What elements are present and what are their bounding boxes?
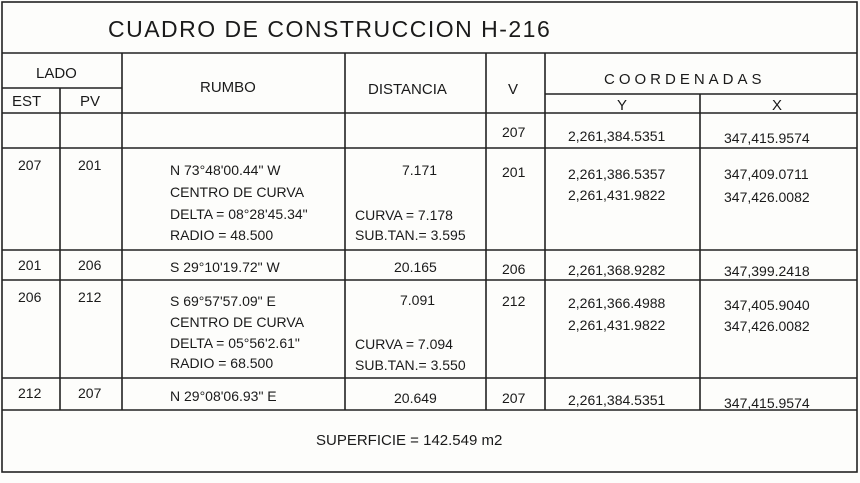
- header-lado: LADO: [36, 65, 77, 82]
- row3-rumbo-0: S 69°57'57.09" E: [170, 293, 276, 309]
- row3-rumbo-2: DELTA = 05°56'2.61": [170, 335, 300, 351]
- row4-est: 212: [18, 385, 42, 401]
- row1-distancia-1: CURVA = 7.178: [355, 207, 453, 223]
- row1-est: 207: [18, 157, 42, 173]
- row3-y-0: 2,261,366.4988: [568, 295, 666, 311]
- row1-distancia-0: 7.171: [402, 162, 438, 178]
- row4-pv: 207: [78, 385, 102, 401]
- row1-rumbo-1: CENTRO DE CURVA: [170, 184, 305, 200]
- row1-distancia-2: SUB.TAN.= 3.595: [355, 227, 466, 243]
- header-v: V: [508, 81, 519, 98]
- header-rumbo: RUMBO: [200, 79, 256, 96]
- row2-y: 2,261,368.9282: [568, 262, 666, 278]
- row4-rumbo: N 29°08'06.93" E: [170, 388, 277, 404]
- row3-distancia-2: SUB.TAN.= 3.550: [355, 357, 466, 373]
- row2-x: 347,399.2418: [724, 263, 810, 279]
- row1-x-0: 347,409.0711: [724, 166, 809, 182]
- header-coordenadas: COORDENADAS: [604, 71, 766, 88]
- row3-distancia-1: CURVA = 7.094: [355, 336, 453, 352]
- row4-distancia: 20.649: [394, 390, 437, 406]
- row1-v: 201: [502, 164, 526, 180]
- row1-y-1: 2,261,431.9822: [568, 187, 666, 203]
- table-title: CUADRO DE CONSTRUCCION H-216: [108, 16, 552, 42]
- row3-pv: 212: [78, 289, 102, 305]
- row2-est: 201: [18, 257, 42, 273]
- row3-distancia-0: 7.091: [400, 292, 436, 308]
- row0-x: 347,415.9574: [724, 130, 810, 146]
- row0-v: 207: [502, 124, 526, 140]
- row0-y: 2,261,384.5351: [568, 128, 666, 144]
- row2-pv: 206: [78, 257, 102, 273]
- row3-est: 206: [18, 289, 42, 305]
- row2-rumbo: S 29°10'19.72" W: [170, 259, 280, 275]
- row4-x: 347,415.9574: [724, 395, 810, 411]
- header-y: Y: [617, 97, 628, 114]
- row1-x-1: 347,426.0082: [724, 189, 810, 205]
- header-x: X: [772, 97, 783, 114]
- row1-y-0: 2,261,386.5357: [568, 166, 666, 182]
- row3-x-0: 347,405.9040: [724, 297, 810, 313]
- row3-v: 212: [502, 293, 526, 309]
- row4-y: 2,261,384.5351: [568, 392, 666, 408]
- header-distancia: DISTANCIA: [368, 81, 447, 98]
- row3-y-1: 2,261,431.9822: [568, 317, 666, 333]
- row3-rumbo-1: CENTRO DE CURVA: [170, 314, 305, 330]
- row1-rumbo-0: N 73°48'00.44" W: [170, 162, 281, 178]
- row2-v: 206: [502, 261, 526, 277]
- header-est: EST: [12, 93, 42, 110]
- row1-pv: 201: [78, 157, 102, 173]
- row4-v: 207: [502, 390, 526, 406]
- row1-rumbo-3: RADIO = 48.500: [170, 227, 274, 243]
- row1-rumbo-2: DELTA = 08°28'45.34": [170, 206, 308, 222]
- row2-distancia: 20.165: [394, 259, 437, 275]
- row3-rumbo-3: RADIO = 68.500: [170, 355, 274, 371]
- superficie-total: SUPERFICIE = 142.549 m2: [316, 432, 503, 449]
- row3-x-1: 347,426.0082: [724, 318, 810, 334]
- header-pv: PV: [80, 93, 101, 110]
